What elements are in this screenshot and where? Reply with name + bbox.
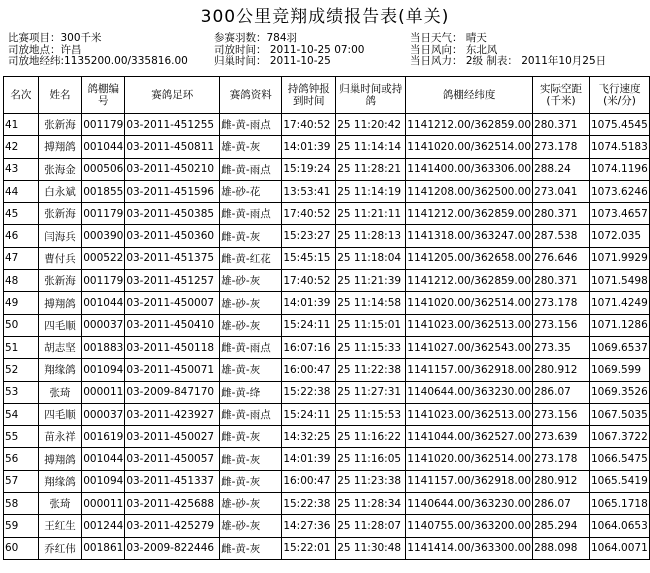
cell-name: 王红生 [38, 515, 81, 537]
header-speed: 飞行速度(米/分) [589, 77, 649, 114]
cell-clock-time: 15:19:24 [282, 158, 336, 180]
info-line: 当日风力： 2级 制表： 2011年10月25日 [410, 55, 607, 67]
cell-loft-id: 001179 [82, 114, 125, 136]
cell-bird-info: 雌-黄-灰 [220, 225, 282, 247]
cell-distance: 273.639 [533, 426, 590, 448]
cell-ring: 03-2011-450118 [125, 336, 220, 358]
cell-speed: 1074.1196 [589, 158, 649, 180]
cell-bird-info: 雄-砂-灰 [220, 493, 282, 515]
cell-rank: 53 [4, 381, 39, 403]
cell-rank: 49 [4, 292, 39, 314]
cell-clock-time: 15:22:01 [282, 537, 336, 559]
cell-name: 搏翔鸽 [38, 292, 81, 314]
cell-arrival-time: 25 11:16:05 [336, 448, 406, 470]
cell-coords: 1141212.00/362859.00 [406, 270, 533, 292]
table-row [4, 180, 650, 202]
cell-bird-info: 雄-砂-灰 [220, 292, 282, 314]
cell-rank: 47 [4, 247, 39, 269]
cell-arrival-time: 25 11:15:33 [336, 336, 406, 358]
cell-loft-id: 000011 [82, 493, 125, 515]
cell-distance: 273.178 [533, 136, 590, 158]
cell-distance: 280.912 [533, 359, 590, 381]
cell-arrival-time: 25 11:14:19 [336, 180, 406, 202]
cell-rank: 54 [4, 403, 39, 425]
cell-rank: 43 [4, 158, 39, 180]
cell-arrival-time: 25 11:15:53 [336, 403, 406, 425]
cell-ring: 03-2011-450210 [125, 158, 220, 180]
cell-ring: 03-2011-425279 [125, 515, 220, 537]
table-row [4, 314, 650, 336]
cell-rank: 51 [4, 336, 39, 358]
table-row [4, 336, 650, 358]
table-row [4, 270, 650, 292]
cell-name: 翔缘鸽 [38, 359, 81, 381]
cell-ring: 03-2011-451257 [125, 270, 220, 292]
cell-coords: 1141023.00/362513.00 [406, 403, 533, 425]
table-row [4, 359, 650, 381]
cell-coords: 1141318.00/363247.00 [406, 225, 533, 247]
cell-rank: 42 [4, 136, 39, 158]
table-row [4, 403, 650, 425]
cell-name: 闫海兵 [38, 225, 81, 247]
cell-name: 四毛顺 [38, 403, 81, 425]
cell-arrival-time: 25 11:23:38 [336, 470, 406, 492]
cell-bird-info: 雄-黄-灰 [220, 136, 282, 158]
cell-distance: 286.07 [533, 381, 590, 403]
header-clock-time: 持鸽钟报到时间 [282, 77, 336, 114]
cell-distance: 273.178 [533, 292, 590, 314]
cell-distance: 288.098 [533, 537, 590, 559]
cell-loft-id: 001861 [82, 537, 125, 559]
cell-coords: 1141208.00/362500.00 [406, 180, 533, 202]
cell-speed: 1064.0653 [589, 515, 649, 537]
header-arrival-time: 归巢时间或持鸽 [336, 77, 406, 114]
info-block-time [214, 33, 364, 68]
cell-ring: 03-2011-450071 [125, 359, 220, 381]
table-row [4, 158, 650, 180]
info-line: 司放地经纬:1135200.00/335816.00 [8, 55, 188, 67]
cell-loft-id: 001094 [82, 359, 125, 381]
cell-rank: 44 [4, 180, 39, 202]
cell-loft-id: 000390 [82, 225, 125, 247]
cell-name: 白永斌 [38, 180, 81, 202]
cell-distance: 273.156 [533, 314, 590, 336]
cell-name: 张新海 [38, 203, 81, 225]
cell-ring: 03-2011-450027 [125, 426, 220, 448]
info-line: 参赛羽数：784羽 [214, 32, 298, 44]
cell-bird-info: 雌-黄-灰 [220, 448, 282, 470]
cell-clock-time: 13:53:41 [282, 180, 336, 202]
info-block-weather [410, 33, 606, 68]
cell-bird-info: 雌-黄-红花 [220, 247, 282, 269]
cell-ring: 03-2011-425688 [125, 493, 220, 515]
table-row [4, 493, 650, 515]
cell-bird-info: 雌-黄-绛 [220, 381, 282, 403]
cell-loft-id: 001094 [82, 470, 125, 492]
cell-coords: 1141020.00/362514.00 [406, 292, 533, 314]
results-table [3, 76, 650, 560]
cell-rank: 48 [4, 270, 39, 292]
cell-loft-id: 000037 [82, 314, 125, 336]
table-row [4, 292, 650, 314]
cell-loft-id: 000011 [82, 381, 125, 403]
cell-loft-id: 000506 [82, 158, 125, 180]
cell-loft-id: 001044 [82, 448, 125, 470]
cell-speed: 1066.5475 [589, 448, 649, 470]
cell-clock-time: 16:00:47 [282, 359, 336, 381]
cell-bird-info: 雄-砂-灰 [220, 314, 282, 336]
info-line: 司放地点：许昌 [8, 43, 82, 56]
cell-coords: 1141157.00/362918.00 [406, 470, 533, 492]
cell-clock-time: 17:40:52 [282, 203, 336, 225]
cell-arrival-time: 25 11:28:07 [336, 515, 406, 537]
cell-loft-id: 001244 [82, 515, 125, 537]
cell-name: 张新海 [38, 114, 81, 136]
table-row [4, 225, 650, 247]
cell-ring: 03-2011-451375 [125, 247, 220, 269]
cell-name: 四毛顺 [38, 314, 81, 336]
cell-coords: 1140644.00/363230.00 [406, 381, 533, 403]
cell-speed: 1074.5183 [589, 136, 649, 158]
cell-loft-id: 001619 [82, 426, 125, 448]
cell-coords: 1141044.00/362527.00 [406, 426, 533, 448]
header-loft-id: 鸽棚编号 [82, 77, 125, 114]
cell-clock-time: 14:01:39 [282, 136, 336, 158]
cell-speed: 1071.4249 [589, 292, 649, 314]
cell-rank: 57 [4, 470, 39, 492]
cell-speed: 1073.4657 [589, 203, 649, 225]
cell-bird-info: 雌-黄-灰 [220, 426, 282, 448]
cell-arrival-time: 25 11:18:04 [336, 247, 406, 269]
cell-bird-info: 雄-砂-灰 [220, 270, 282, 292]
cell-name: 翔缘鸽 [38, 470, 81, 492]
cell-bird-info: 雌-黄-灰 [220, 537, 282, 559]
cell-distance: 273.156 [533, 403, 590, 425]
info-line: 当日风向： 东北风 [410, 43, 498, 56]
cell-coords: 1141020.00/362514.00 [406, 136, 533, 158]
cell-loft-id: 000522 [82, 247, 125, 269]
cell-name: 曹付兵 [38, 247, 81, 269]
cell-clock-time: 16:00:47 [282, 470, 336, 492]
cell-clock-time: 17:40:52 [282, 270, 336, 292]
cell-speed: 1065.5419 [589, 470, 649, 492]
cell-rank: 58 [4, 493, 39, 515]
cell-ring: 03-2011-450385 [125, 203, 220, 225]
cell-speed: 1067.5035 [589, 403, 649, 425]
cell-name: 苗永祥 [38, 426, 81, 448]
cell-bird-info: 雌-黄-雨点 [220, 336, 282, 358]
cell-arrival-time: 25 11:30:48 [336, 537, 406, 559]
cell-arrival-time: 25 11:15:01 [336, 314, 406, 336]
cell-coords: 1140644.00/363230.00 [406, 493, 533, 515]
table-row [4, 381, 650, 403]
cell-speed: 1069.6537 [589, 336, 649, 358]
header-name: 姓名 [38, 77, 81, 114]
cell-coords: 1141400.00/363306.00 [406, 158, 533, 180]
cell-distance: 280.371 [533, 270, 590, 292]
info-line: 归巢时间： 2011-10-25 [214, 55, 331, 67]
cell-arrival-time: 25 11:22:38 [336, 359, 406, 381]
cell-arrival-time: 25 11:21:11 [336, 203, 406, 225]
cell-coords: 1141212.00/362859.00 [406, 203, 533, 225]
cell-clock-time: 15:23:27 [282, 225, 336, 247]
report-title: 300公里竞翔成绩报告表(单关) [200, 7, 450, 27]
cell-ring: 03-2011-450007 [125, 292, 220, 314]
cell-bird-info: 雌-黄-雨点 [220, 158, 282, 180]
cell-coords: 1141020.00/362514.00 [406, 448, 533, 470]
cell-arrival-time: 25 11:28:34 [336, 493, 406, 515]
cell-rank: 52 [4, 359, 39, 381]
cell-distance: 276.646 [533, 247, 590, 269]
cell-ring: 03-2011-450057 [125, 448, 220, 470]
cell-ring: 03-2011-450811 [125, 136, 220, 158]
header-distance: 实际空距(千米) [533, 77, 590, 114]
cell-name: 张琦 [38, 381, 81, 403]
cell-ring: 03-2011-450360 [125, 225, 220, 247]
cell-distance: 273.178 [533, 448, 590, 470]
cell-clock-time: 14:01:39 [282, 292, 336, 314]
cell-rank: 60 [4, 537, 39, 559]
cell-name: 胡志坚 [38, 336, 81, 358]
cell-rank: 50 [4, 314, 39, 336]
cell-coords: 1141205.00/362658.00 [406, 247, 533, 269]
cell-loft-id: 001044 [82, 292, 125, 314]
cell-bird-info: 雌-黄-雨点 [220, 203, 282, 225]
cell-coords: 1141414.00/363300.00 [406, 537, 533, 559]
cell-clock-time: 14:01:39 [282, 448, 336, 470]
cell-bird-info: 雄-黄-灰 [220, 359, 282, 381]
cell-arrival-time: 25 11:14:14 [336, 136, 406, 158]
cell-rank: 55 [4, 426, 39, 448]
cell-loft-id: 001179 [82, 270, 125, 292]
table-row [4, 537, 650, 559]
cell-clock-time: 15:22:38 [282, 381, 336, 403]
cell-speed: 1071.5498 [589, 270, 649, 292]
cell-name: 张琦 [38, 493, 81, 515]
cell-arrival-time: 25 11:21:39 [336, 270, 406, 292]
cell-bird-info: 雌-黄-雨点 [220, 403, 282, 425]
cell-rank: 56 [4, 448, 39, 470]
cell-loft-id: 001179 [82, 203, 125, 225]
cell-name: 搏翔鸽 [38, 448, 81, 470]
cell-rank: 41 [4, 114, 39, 136]
cell-ring: 03-2009-847170 [125, 381, 220, 403]
cell-clock-time: 15:22:38 [282, 493, 336, 515]
cell-name: 搏翔鸽 [38, 136, 81, 158]
cell-ring: 03-2009-822446 [125, 537, 220, 559]
cell-arrival-time: 25 11:28:21 [336, 158, 406, 180]
cell-clock-time: 16:07:16 [282, 336, 336, 358]
table-row [4, 203, 650, 225]
table-row [4, 114, 650, 136]
cell-distance: 285.294 [533, 515, 590, 537]
cell-speed: 1065.1718 [589, 493, 649, 515]
cell-clock-time: 15:24:11 [282, 314, 336, 336]
cell-name: 乔红伟 [38, 537, 81, 559]
table-row [4, 448, 650, 470]
header-coords: 鸽棚经纬度 [406, 77, 533, 114]
cell-coords: 1140755.00/363200.00 [406, 515, 533, 537]
cell-distance: 286.07 [533, 493, 590, 515]
cell-clock-time: 17:40:52 [282, 114, 336, 136]
cell-speed: 1069.599 [589, 359, 649, 381]
cell-speed: 1067.3722 [589, 426, 649, 448]
info-line: 比赛项目：300千米 [8, 32, 102, 44]
cell-loft-id: 000037 [82, 403, 125, 425]
cell-bird-info: 雄-砂-花 [220, 180, 282, 202]
cell-speed: 1064.0071 [589, 537, 649, 559]
cell-clock-time: 14:32:25 [282, 426, 336, 448]
table-row [4, 426, 650, 448]
table-header-row [4, 77, 650, 114]
cell-rank: 46 [4, 225, 39, 247]
cell-distance: 287.538 [533, 225, 590, 247]
cell-clock-time: 15:24:11 [282, 403, 336, 425]
cell-ring: 03-2011-423927 [125, 403, 220, 425]
header-rank: 名次 [4, 77, 39, 114]
info-line: 当日天气： 晴天 [410, 32, 487, 44]
cell-clock-time: 14:27:36 [282, 515, 336, 537]
cell-distance: 280.371 [533, 203, 590, 225]
table-row [4, 515, 650, 537]
cell-speed: 1069.3526 [589, 381, 649, 403]
cell-rank: 45 [4, 203, 39, 225]
cell-speed: 1072.035 [589, 225, 649, 247]
cell-arrival-time: 25 11:27:31 [336, 381, 406, 403]
cell-distance: 280.371 [533, 114, 590, 136]
table-row [4, 136, 650, 158]
cell-arrival-time: 25 11:14:58 [336, 292, 406, 314]
cell-ring: 03-2011-450410 [125, 314, 220, 336]
cell-speed: 1071.9929 [589, 247, 649, 269]
cell-distance: 273.35 [533, 336, 590, 358]
cell-loft-id: 001044 [82, 136, 125, 158]
cell-coords: 1141212.00/362859.00 [406, 114, 533, 136]
header-bird-info: 赛鸽资料 [220, 77, 282, 114]
cell-name: 张海金 [38, 158, 81, 180]
cell-bird-info: 雌-黄-灰 [220, 470, 282, 492]
cell-bird-info: 雌-黄-雨点 [220, 114, 282, 136]
cell-loft-id: 001883 [82, 336, 125, 358]
cell-rank: 59 [4, 515, 39, 537]
cell-distance: 288.24 [533, 158, 590, 180]
table-row [4, 247, 650, 269]
cell-coords: 1141027.00/362543.00 [406, 336, 533, 358]
cell-loft-id: 001855 [82, 180, 125, 202]
info-line: 司放时间： 2011-10-25 07:00 [214, 43, 365, 56]
cell-arrival-time: 25 11:28:13 [336, 225, 406, 247]
info-block-race [8, 33, 188, 68]
cell-clock-time: 15:45:15 [282, 247, 336, 269]
cell-distance: 280.912 [533, 470, 590, 492]
header-ring: 赛鸽足环 [125, 77, 220, 114]
cell-bird-info: 雄-砂-灰 [220, 515, 282, 537]
cell-arrival-time: 25 11:20:42 [336, 114, 406, 136]
cell-speed: 1073.6246 [589, 180, 649, 202]
cell-arrival-time: 25 11:16:22 [336, 426, 406, 448]
cell-name: 张新海 [38, 270, 81, 292]
table-row [4, 470, 650, 492]
cell-ring: 03-2011-451255 [125, 114, 220, 136]
cell-speed: 1075.4545 [589, 114, 649, 136]
cell-coords: 1141157.00/362918.00 [406, 359, 533, 381]
cell-coords: 1141023.00/362513.00 [406, 314, 533, 336]
cell-distance: 273.041 [533, 180, 590, 202]
cell-ring: 03-2011-451596 [125, 180, 220, 202]
cell-ring: 03-2011-451337 [125, 470, 220, 492]
cell-speed: 1071.1286 [589, 314, 649, 336]
